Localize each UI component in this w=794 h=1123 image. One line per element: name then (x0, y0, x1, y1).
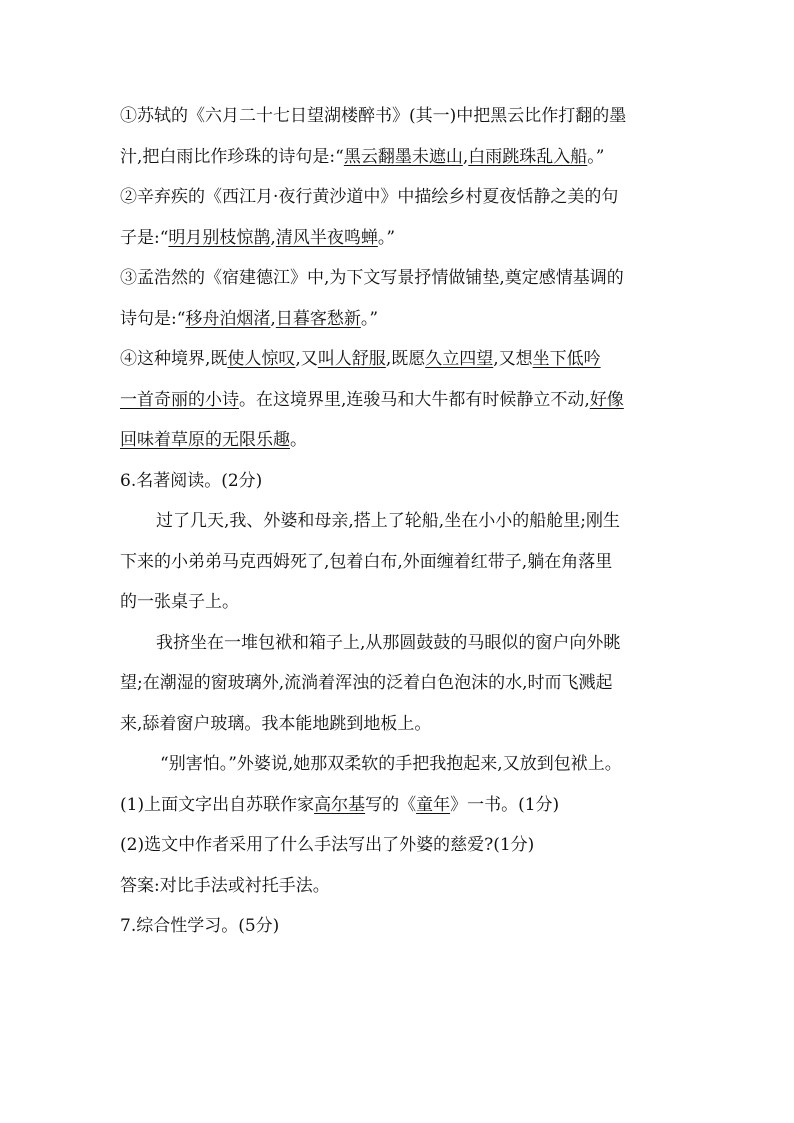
passage-line: 的一张桌子上。 (120, 592, 239, 612)
underlined-phrase: 叫人舒服 (317, 349, 386, 369)
answer-blank: 移舟泊烟渚 (185, 308, 271, 329)
underlined-phrase: 使人惊叹 (227, 349, 296, 369)
text-line: ①苏轼的《六月二十七日望湖楼醉书》(其一)中把黑云比作打翻的墨 (120, 106, 627, 126)
passage-line: “别害怕。”外婆说,她那双柔软的手把我抱起来,又放到包袱上。 (160, 754, 622, 774)
answer-blank: 明月别枝惊鹊 (168, 227, 271, 248)
answer-blank: 高尔基 (314, 794, 366, 815)
document-page (120, 96, 680, 947)
underlined-phrase: 一首奇丽的小诗 (120, 389, 239, 410)
text-line: ③孟浩然的《宿建德江》中,为下文写景抒情做铺垫,奠定感情基调的 (120, 268, 624, 288)
passage-line: 下来的小弟弟马克西姆死了,包着白布,外面缠着红带子,躺在角落里 (120, 551, 613, 572)
passage-line: 来,舔着窗户玻璃。我本能地跳到地板上。 (120, 713, 432, 734)
passage-line: 过了几天,我、外婆和母亲,搭上了轮船,坐在小小的船舱里;刚生 (156, 511, 620, 531)
answer-blank: 黑云翻墨未遮山 (343, 146, 463, 167)
text-line: 子是:“明月别枝惊鹊,清风半夜鸣蝉。” (120, 227, 396, 248)
answer-blank: 清风半夜鸣蝉 (275, 227, 378, 248)
sub-question: (2)选文中作者采用了什么手法写出了外婆的慈爱?(1分) (120, 835, 535, 855)
question-heading: 7.综合性学习。(5分) (120, 916, 280, 936)
text-line: ②辛弃疾的《西江月·夜行黄沙道中》中描绘乡村夏夜恬静之美的句 (120, 187, 619, 207)
question-heading: 6.名著阅读。(2分) (120, 470, 263, 491)
passage-line: 望;在潮湿的窗玻璃外,流淌着浑浊的泛着白色泡沫的水,时而飞溅起 (120, 673, 613, 693)
text-line: 回味着草原的无限乐趣。 (120, 430, 307, 450)
underlined-phrase: 回味着草原的无限乐趣 (120, 430, 290, 450)
underlined-phrase: 好像 (589, 389, 624, 410)
text-line: 汁,把白雨比作珍珠的诗句是:“黑云翻墨未遮山,白雨跳珠乱入船。” (120, 146, 605, 167)
text-line: 诗句是:“移舟泊烟渚,日暮客愁新。” (120, 308, 379, 329)
answer-blank: 童年 (416, 794, 451, 815)
underlined-phrase: 坐下低吟 (532, 349, 601, 369)
text-line: 一首奇丽的小诗。在这境界里,连骏马和大牛都有时候静立不动,好像 (120, 389, 624, 410)
underlined-phrase: 久立四望 (425, 349, 494, 369)
sub-question: (1)上面文字出自苏联作家高尔基写的《童年》一书。(1分) (120, 794, 560, 815)
passage-line: 我挤坐在一堆包袱和箱子上,从那圆鼓鼓的马眼似的窗户向外眺 (156, 632, 621, 653)
text-line: ④这种境界,既使人惊叹,又叫人舒服,既愿久立四望,又想坐下低吟 (120, 349, 601, 369)
answer-blank: 日暮客愁新 (275, 308, 361, 329)
answer-blank: 白雨跳珠乱入船 (468, 146, 588, 167)
answer-line: 答案:对比手法或衬托手法。 (120, 875, 330, 896)
